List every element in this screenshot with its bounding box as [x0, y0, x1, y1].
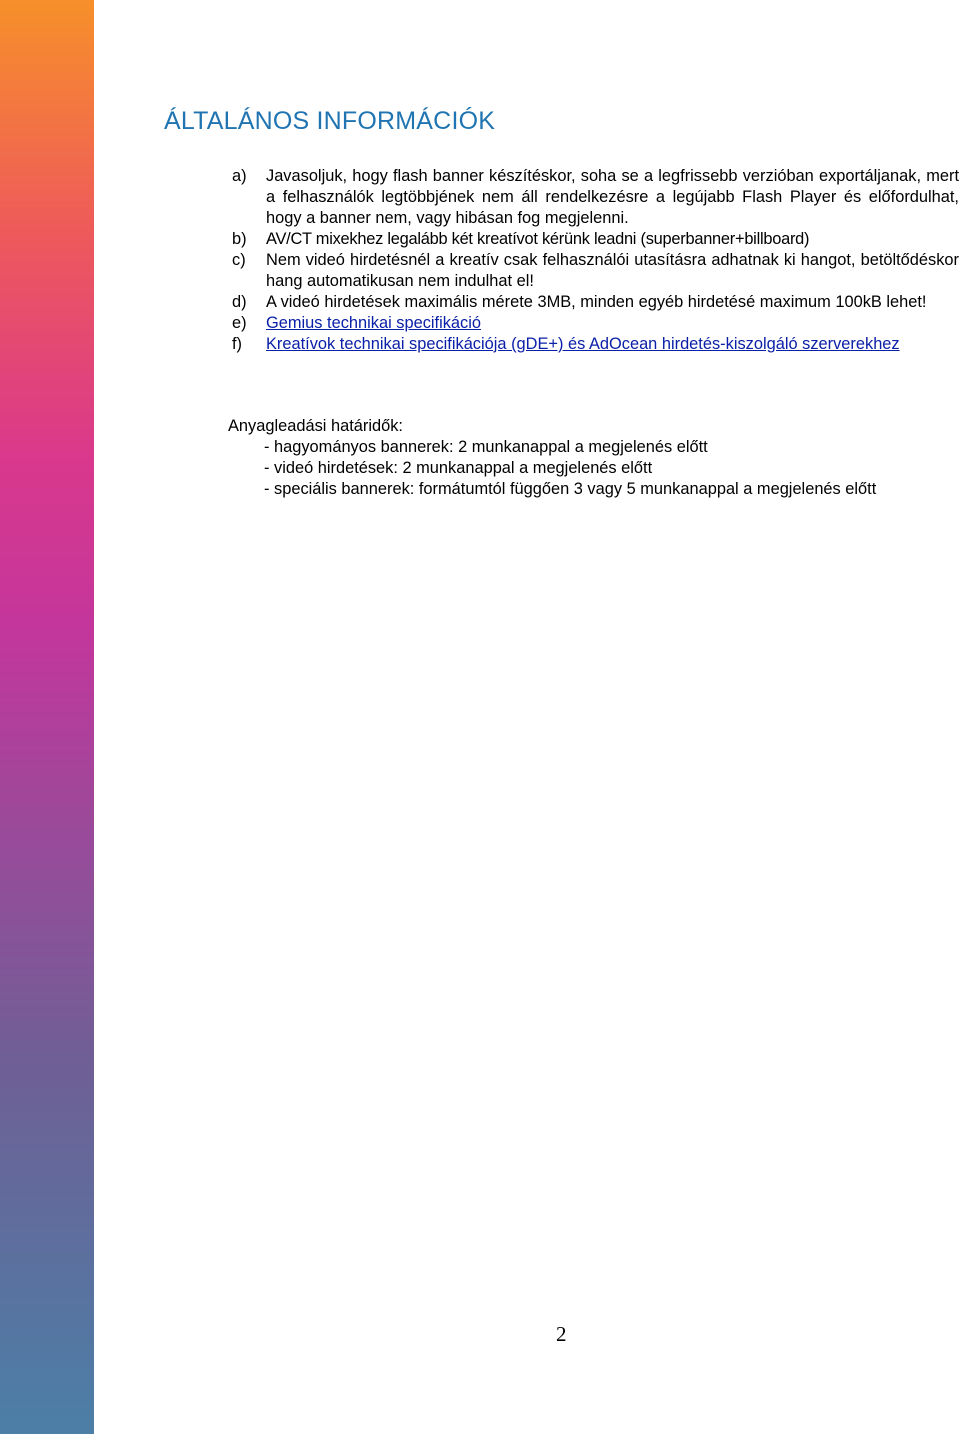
list-item-text: AV/CT mixekhez legalább két kreatívot kérünk leadni (superbanner+billboard)	[266, 230, 810, 248]
list-marker: c)	[232, 251, 246, 269]
list-item	[232, 250, 959, 292]
decorative-gradient-sidebar	[0, 0, 94, 1434]
list-item	[232, 166, 959, 229]
list-item	[232, 334, 959, 355]
list-marker: e)	[232, 314, 247, 332]
deadlines-section	[228, 416, 876, 500]
deadline-item: - speciális bannerek: formátumtól függően 3 vagy 5 munkanappal a megjelenés előtt	[264, 480, 877, 498]
list-marker: d)	[232, 293, 247, 311]
list-marker: b)	[232, 230, 247, 248]
deadline-item: - hagyományos bannerek: 2 munkanappal a megjelenés előtt	[264, 438, 708, 456]
page-title: ÁLTALÁNOS INFORMÁCIÓK	[164, 107, 496, 135]
page-number: 2	[556, 1322, 567, 1346]
deadline-item: - videó hirdetések: 2 munkanappal a megjelenés előtt	[264, 459, 653, 477]
list-item	[232, 313, 959, 334]
list-item	[232, 229, 959, 250]
list-item-text: Javasoljuk, hogy flash banner készítéskor, soha se a legfrissebb verzióban exportáljanak, mert a felhasználók legtöbbjének nem áll rendelkezésre a legújabb Flash Player és előfordulhat, hogy a banner nem, vagy hibásan fog megjelenni.	[266, 167, 959, 227]
deadlines-title: Anyagleadási határidők:	[228, 417, 403, 435]
list-marker: f)	[232, 335, 243, 353]
info-list	[232, 166, 959, 355]
list-item-text: Nem videó hirdetésnél a kreatív csak felhasználói utasításra adhatnak ki hangot, betöltődéskor hang automatikusan nem indulhat el!	[266, 251, 959, 290]
gemius-spec-link[interactable]: Gemius technikai specifikáció	[266, 314, 481, 332]
list-marker: a)	[232, 167, 247, 185]
creative-spec-link[interactable]: Kreatívok technikai specifikációja (gDE+) és AdOcean hirdetés-kiszolgáló szerverekhez	[266, 335, 900, 353]
list-item	[232, 292, 959, 313]
list-item-text: A videó hirdetések maximális mérete 3MB, minden egyéb hirdetésé maximum 100kB lehet!	[266, 293, 927, 311]
